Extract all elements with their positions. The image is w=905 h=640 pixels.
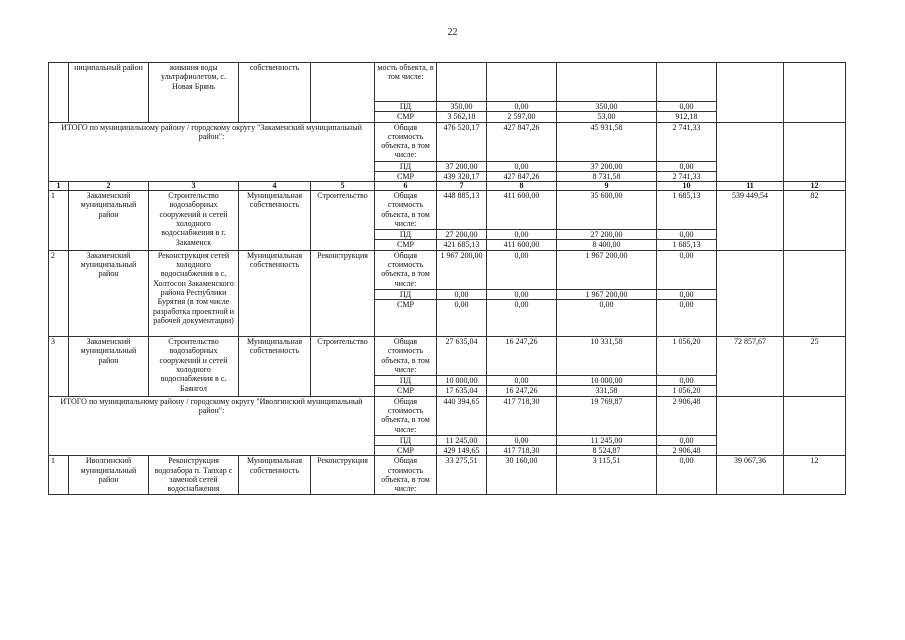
- total-title: ИТОГО по муниципальному району / городскому округу "Закаменский муниципальный район":: [49, 122, 375, 182]
- indicator-cell: мость объекта, в том числе:: [375, 63, 437, 102]
- table-row: ПД 10 000,00 0,00 10 000,00 0,00: [49, 376, 846, 386]
- table-row: ИТОГО по муниципальному району / городскому округу "Иволгинский муниципальный район": Общая стоимость объекта, в том числе: 440 394,65 417 718,30 19 769,87 2 906,48: [49, 396, 846, 435]
- table-row: 1 Закаменский муниципальный район Строительство водозаборных сооружений и сетей холодного водоснабжения в г. Закаменск Муниципальная собственность Строительство Общая стоимость объекта, в том числе: 448 885,13 411 600,00 35 600,00 1 685,13 539 449,54 82: [49, 191, 846, 230]
- table-row: [49, 63, 846, 102]
- table-row: СМР 17 635,04 16 247,26 331,58 1 056,20: [49, 386, 846, 396]
- table-row: ПД 350,00 0,00 350,00 0,00: [49, 102, 846, 112]
- table-row: 3 Закаменский муниципальный район Строительство водозаборных сооружений и сетей холодного водоснабжения в с. Баянгол Муниципальная собственность Строительство Общая стоимость объекта, в том числе: 27 635,04 16 247,26 10 331,58 1 056,20 72 857,67 25: [49, 337, 846, 376]
- table-row: СМР 421 685,13 411 600,00 8 400,00 1 685,13: [49, 240, 846, 250]
- ownership-cell: собственность: [239, 63, 311, 123]
- table-row: 2 Закаменский муниципальный район Реконструкция сетей холодного водоснабжения в с. Холтосон Закаменского района Республики Бурятия (в том числе разработка проектной и рабочей документации) Муниципальная собственность Реконструкция Общая стоимость объекта, в том числе: 1 967 200,00 0,00 1 967 200,00 0,00: [49, 250, 846, 289]
- table-row: СМР 3 562,18 2 597,00 53,00 912,18: [49, 112, 846, 122]
- investment-table: [48, 62, 846, 495]
- table-row: 1 Иволгинский муниципальный район Реконструкция водозабора п. Тапхар с заменой сетей водоснабжения Муниципальная собственность Реконструкция Общая стоимость объекта, в том числе: 33 275,51 30 160,00 3 115,51 0,00 39 067,36 12: [49, 456, 846, 495]
- table-row: ПД 27 200,00 0,00 27 200,00 0,00: [49, 230, 846, 240]
- table-row: ПД 11 245,00 0,00 11 245,00 0,00: [49, 435, 846, 445]
- district-cell: ниципальный район: [69, 63, 149, 123]
- total-title: ИТОГО по муниципальному району / городскому округу "Иволгинский муниципальный район":: [49, 396, 375, 456]
- table-row: ПД 37 200,00 0,00 37 200,00 0,00: [49, 161, 846, 171]
- table-row: ПД 0,00 0,00 1 967 200,00 0,00: [49, 289, 846, 299]
- table-row: СМР 0,00 0,00 0,00 0,00: [49, 300, 846, 337]
- table-row: ИТОГО по муниципальному району / городскому округу "Закаменский муниципальный район": Общая стоимость объекта, в том числе: 476 520,17 427 847,26 45 931,58 2 741,33: [49, 122, 846, 161]
- page-number: 22: [447, 27, 458, 38]
- table-row: СМР 429 149,65 417 718,30 8 524,87 2 906,48: [49, 445, 846, 455]
- column-number-row: 1 2 3 4 5 6 7 8 9 10 11 12: [49, 182, 846, 191]
- table-row: СМР 439 320,17 427 847,26 8 731,58 2 741,33: [49, 171, 846, 181]
- object-cell: живания воды ультрафиолетом, с. Новая Брянь: [149, 63, 239, 123]
